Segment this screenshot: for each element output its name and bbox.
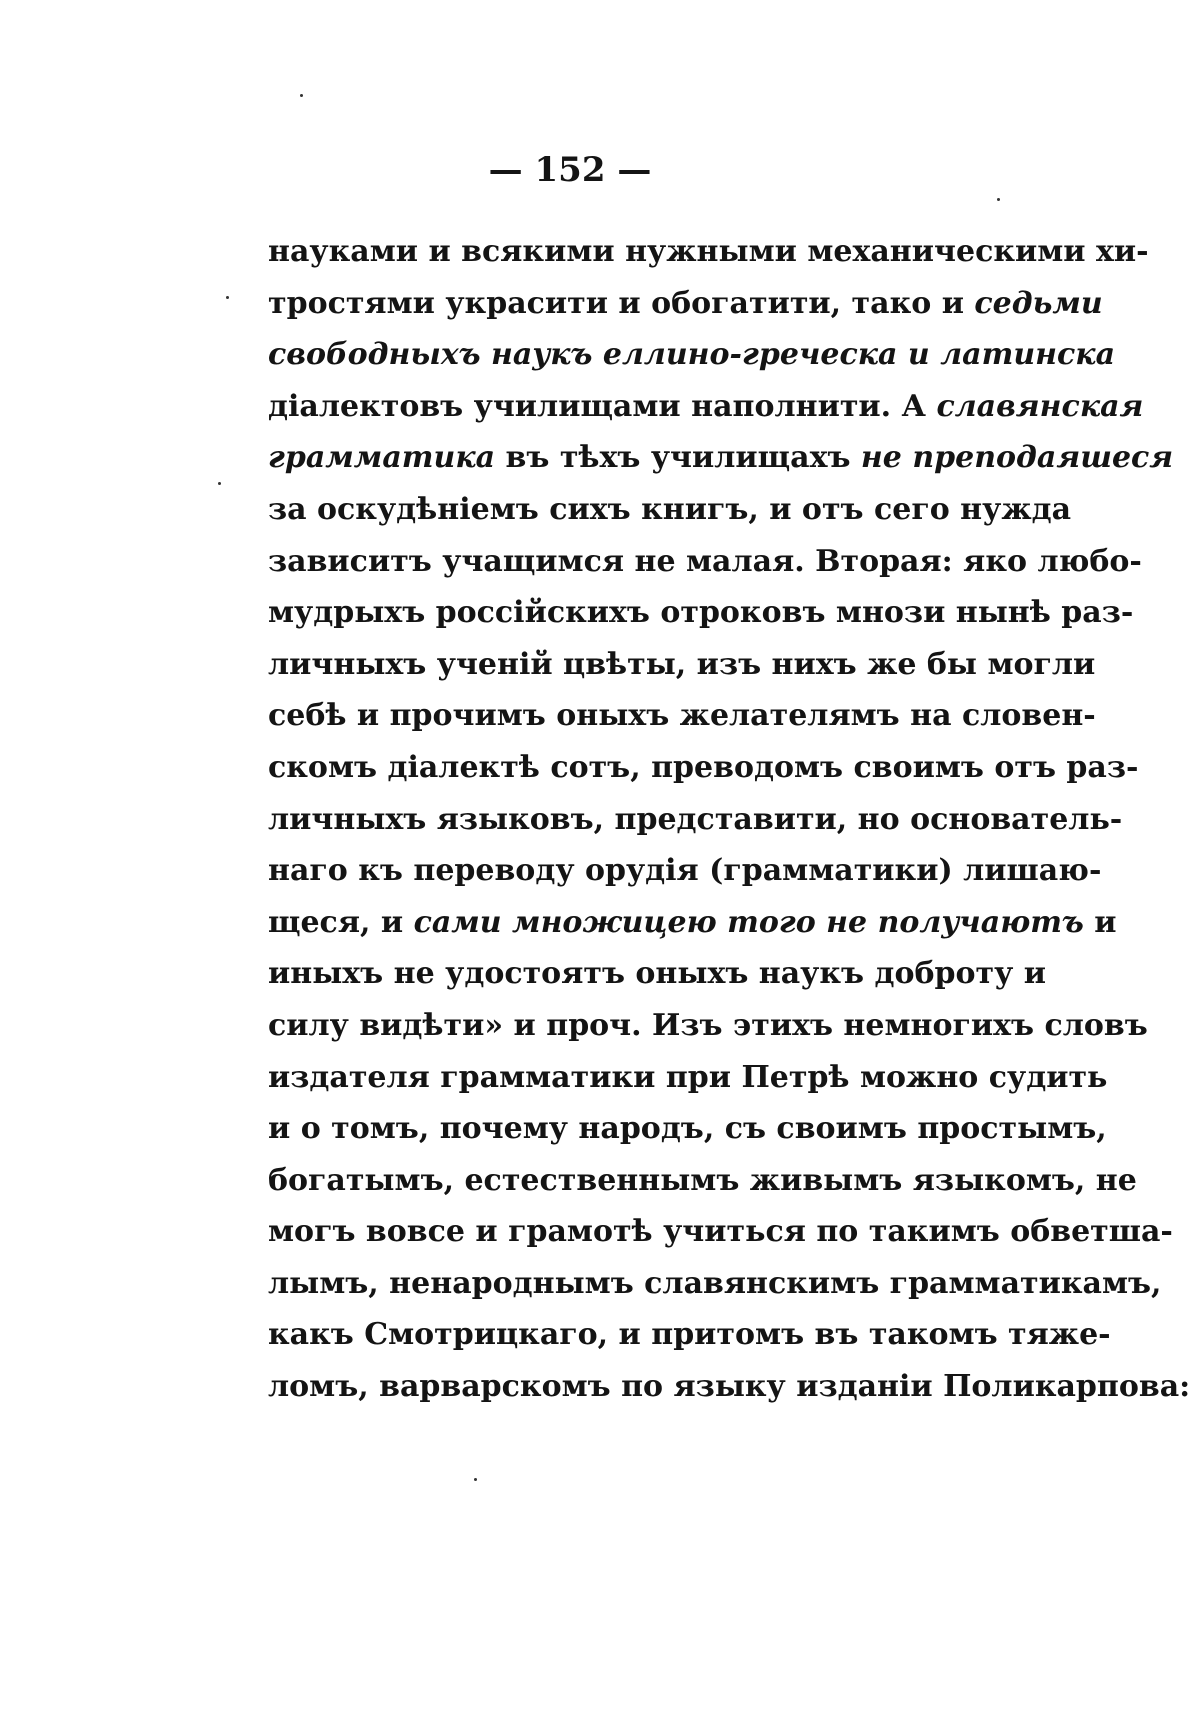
- text-segment: какъ Смотрицкаго, и притомъ въ такомъ тяже-: [268, 1317, 1111, 1353]
- text-segment: въ тѣхъ училищахъ: [495, 440, 861, 476]
- text-segment: и о томъ, почему народъ, съ своимъ простымъ,: [268, 1111, 1107, 1147]
- text-line: [268, 1000, 1148, 1052]
- text-line: [268, 794, 1123, 846]
- text-line: [268, 226, 1149, 278]
- italic-text-segment: свободныхъ наукъ еллино-греческа и латинска: [268, 337, 1116, 373]
- text-segment: ломъ, варварскомъ по языку изданіи Поликарпова:: [268, 1369, 1190, 1405]
- text-line: [268, 897, 1117, 949]
- scan-speck: [226, 296, 229, 299]
- text-segment: за оскудѣніемъ сихъ книгъ, и отъ сего нужда: [268, 491, 1072, 527]
- italic-text-segment: не преподаяшеся: [860, 440, 1174, 476]
- text-line: [268, 1309, 1111, 1361]
- text-segment: діалектовъ училищами наполнити. А: [268, 388, 937, 424]
- text-segment: зависитъ учащимся не малая. Вторая: яко любо-: [268, 543, 1142, 579]
- text-segment: личныхъ ученій цвѣты, изъ нихъ же бы могли: [268, 646, 1096, 682]
- text-line: [268, 690, 1096, 742]
- text-segment: наго къ переводу орудія (грамматики) лишаю-: [268, 853, 1102, 889]
- text-line: [268, 1052, 1108, 1104]
- italic-text-segment: грамматика: [268, 440, 496, 476]
- scan-speck: [300, 94, 303, 97]
- text-segment: себѣ и прочимъ оныхъ желателямъ на словен-: [268, 698, 1096, 734]
- text-segment: и: [1083, 904, 1117, 940]
- page-number: — 152 —: [488, 150, 652, 190]
- text-segment: силу видѣти» и проч. Изъ этихъ немногихъ словъ: [268, 1007, 1148, 1043]
- text-line: [268, 432, 1174, 484]
- text-line: [268, 1361, 1190, 1413]
- text-segment: щеся, и: [268, 904, 414, 940]
- scan-speck: [474, 1478, 477, 1481]
- text-segment: личныхъ языковъ, представити, но основатель-: [268, 801, 1123, 837]
- text-segment: мудрыхъ россійскихъ отроковъ мнози нынѣ раз-: [268, 595, 1134, 631]
- text-line: [268, 536, 1142, 588]
- text-line: [268, 484, 1072, 536]
- text-segment: тростями украсити и обогатити, тако и: [268, 285, 975, 321]
- text-line: [268, 381, 1144, 433]
- text-line: [268, 639, 1096, 691]
- text-segment: иныхъ не удостоятъ оныхъ наукъ доброту и: [268, 956, 1046, 992]
- text-line: [268, 1155, 1137, 1207]
- text-line: [268, 1103, 1107, 1155]
- text-line: [268, 1206, 1173, 1258]
- text-line: [268, 948, 1046, 1000]
- text-segment: издателя грамматики при Петрѣ можно судить: [268, 1059, 1108, 1095]
- body-text: [268, 226, 1190, 1413]
- text-segment: лымъ, ненароднымъ славянскимъ грамматикамъ,: [268, 1265, 1162, 1301]
- scan-speck: [218, 482, 221, 485]
- italic-text-segment: седьми: [974, 285, 1103, 321]
- text-line: [268, 587, 1134, 639]
- text-line: [268, 845, 1102, 897]
- text-line: [268, 742, 1139, 794]
- text-segment: скомъ діалектѣ сотъ, преводомъ своимъ отъ раз-: [268, 749, 1139, 785]
- scan-speck: [997, 198, 1000, 201]
- text-segment: могъ вовсе и грамотѣ учиться по такимъ обветша-: [268, 1214, 1173, 1250]
- text-line: [268, 329, 1116, 381]
- text-line: [268, 1258, 1162, 1310]
- text-segment: науками и всякими нужными механическими хи-: [268, 234, 1149, 269]
- italic-text-segment: славянская: [936, 388, 1144, 424]
- italic-text-segment: сами множицею того не получаютъ: [413, 904, 1084, 940]
- text-line: [268, 278, 1103, 330]
- text-segment: богатымъ, естественнымъ живымъ языкомъ, не: [268, 1162, 1137, 1198]
